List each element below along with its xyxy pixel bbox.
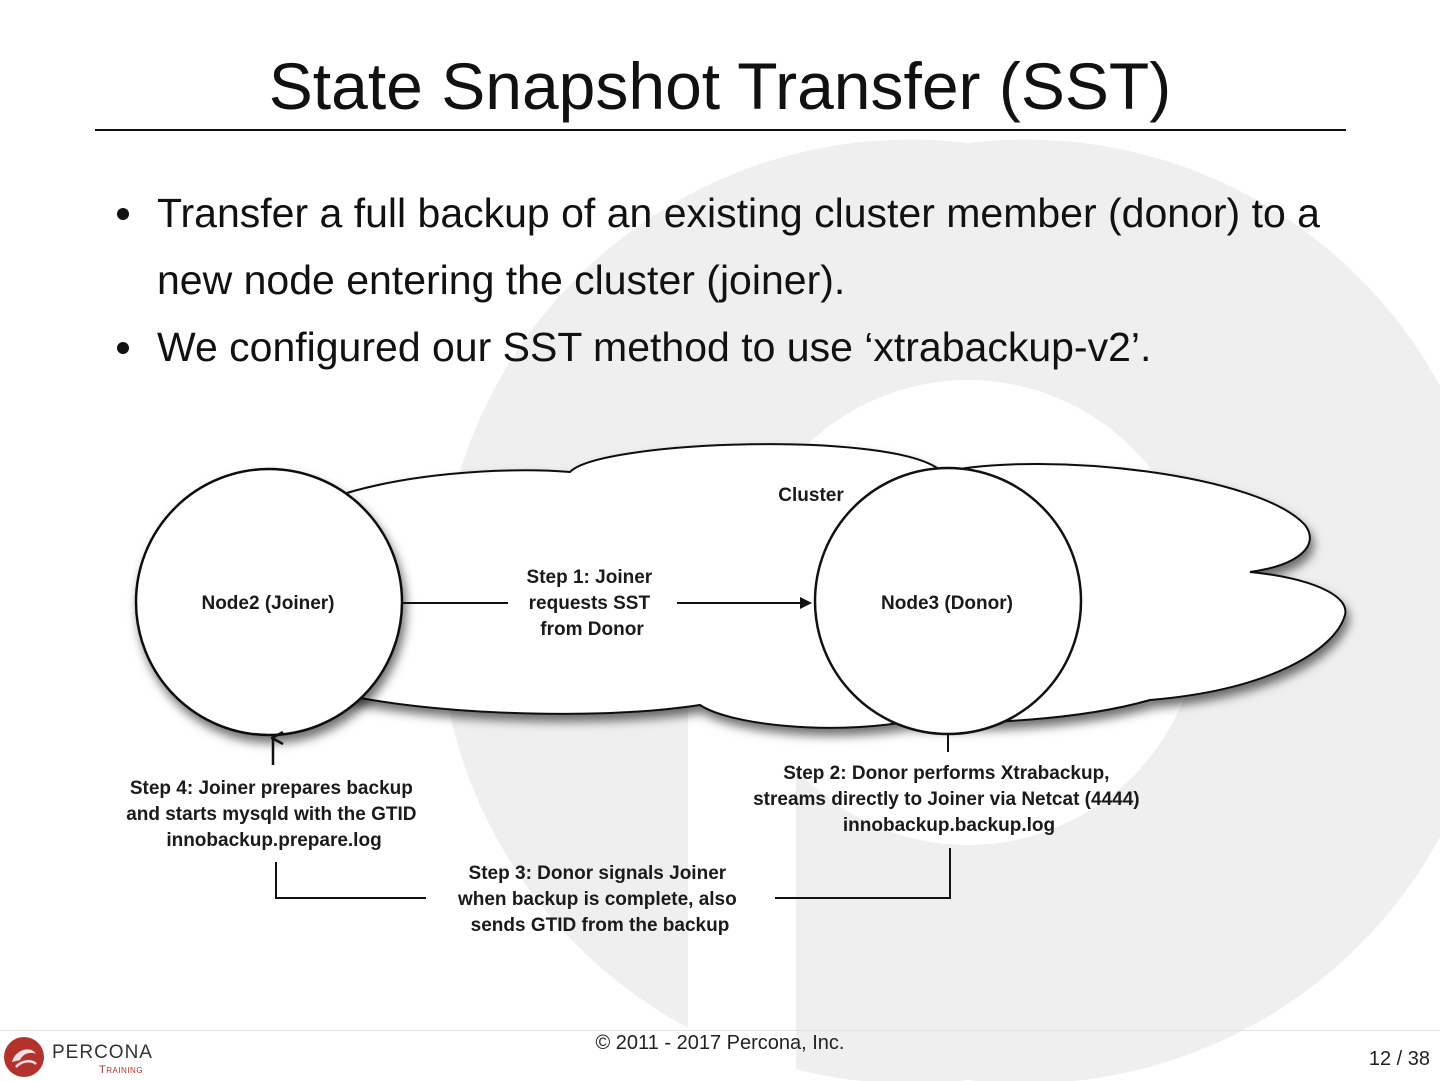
bullet-dot-icon — [117, 208, 129, 220]
slide-title: State Snapshot Transfer (SST) — [268, 49, 1172, 123]
step2-label: Step 2: Donor performs Xtrabackup, streams directly to Joiner via Netcat (4444) innobackup.backup.log — [753, 763, 1140, 836]
step4-label: Step 4: Joiner prepares backup and starts mysqld with the GTID innobackup.prepare.log — [126, 778, 417, 851]
footer-divider — [0, 1030, 1440, 1031]
cluster-label: Cluster — [778, 485, 844, 506]
step3-connector-left — [276, 862, 426, 898]
bullet-item — [115, 314, 1365, 381]
donor-node-label: Node3 (Donor) — [881, 593, 1013, 614]
logo-subtitle: Training — [99, 1064, 144, 1076]
title-divider — [95, 129, 1346, 131]
copyright-text: © 2011 - 2017 Percona, Inc. — [595, 1032, 845, 1054]
bullet-item — [115, 180, 1365, 314]
bullet-list — [115, 180, 1365, 381]
sst-diagram — [0, 430, 1440, 960]
logo-name: PERCONA — [52, 1042, 153, 1063]
joiner-node-label: Node2 (Joiner) — [201, 593, 335, 614]
page-number: 12 / 38 — [1368, 1048, 1430, 1070]
step3-label: Step 3: Donor signals Joiner when backup is complete, also sends GTID from the backup — [457, 863, 737, 936]
bullet-dot-icon — [117, 342, 129, 354]
bullet-text: Transfer a full backup of an existing cluster member (donor) to a new node entering the cluster (joiner). — [157, 190, 1320, 303]
step1-label: Step 1: Joiner requests SST from Donor — [526, 567, 653, 640]
step3-connector-right — [775, 848, 950, 898]
bullet-text: We configured our SST method to use ‘xtrabackup-v2’. — [157, 324, 1152, 370]
